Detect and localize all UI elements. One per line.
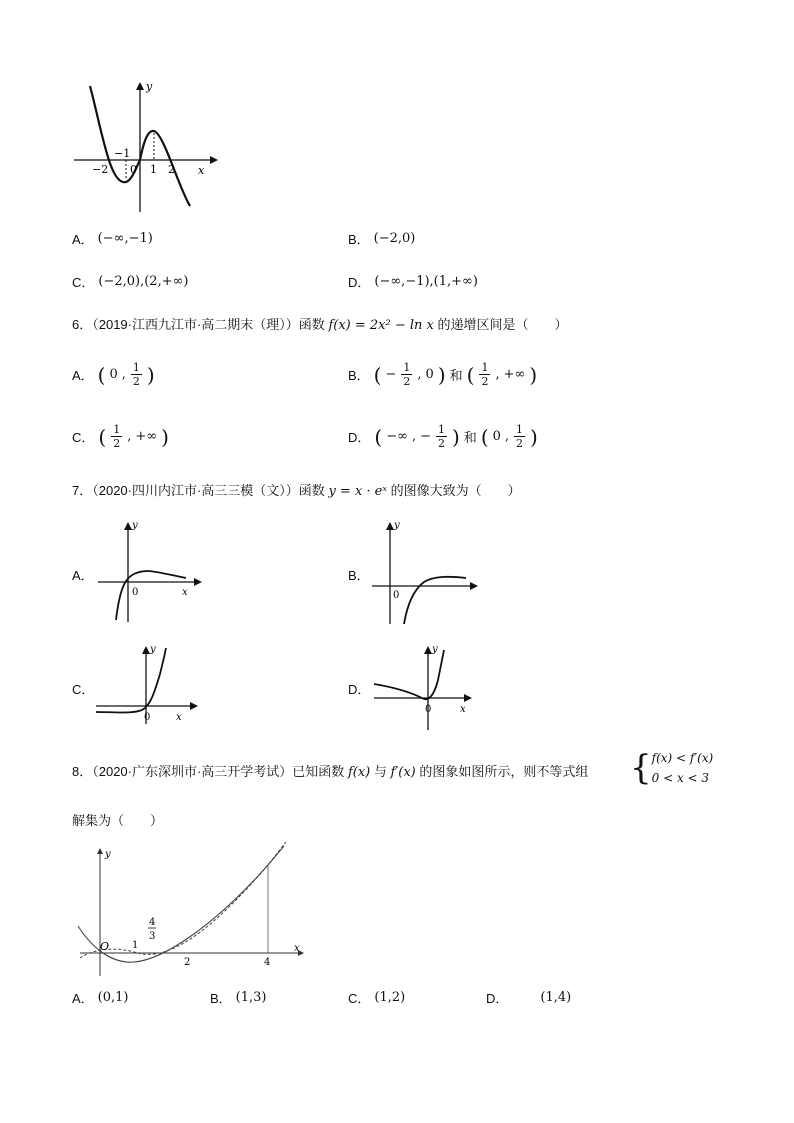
q5-x-label: x xyxy=(198,164,205,177)
q5-graph xyxy=(68,76,218,216)
q5-tick-neg2: −2 xyxy=(92,163,109,176)
svg-text:2: 2 xyxy=(184,957,191,968)
q6-option-d[interactable]: D． ( −∞ , − $\frac{1}{2}$ ) 和 ( 0 , $\frac{1}{2}$ ) xyxy=(348,423,538,450)
q7-option-d-label[interactable]: D． xyxy=(348,682,371,697)
q7-graph-b[interactable] xyxy=(368,516,480,628)
svg-text:O: O xyxy=(100,940,110,953)
svg-text:x: x xyxy=(182,587,188,598)
svg-text:0: 0 xyxy=(144,712,151,723)
q8-option-b[interactable]: B． (1,3) xyxy=(210,990,267,1006)
svg-text:4: 4 xyxy=(264,957,271,968)
q5-option-c[interactable]: C． (−2,0),(2,+∞) xyxy=(72,274,189,290)
q6-option-a[interactable]: A． ( 0 , $\frac{1}{2}$ ) xyxy=(72,361,155,388)
q7-graph-a[interactable] xyxy=(94,516,204,626)
svg-text:0: 0 xyxy=(132,587,139,598)
q6-option-b[interactable]: B． ( − $\frac{1}{2}$ , 0 ) 和 ( $\frac{1}{2}$ , +∞ ) xyxy=(348,361,538,388)
q8-option-c[interactable]: C． (1,2) xyxy=(348,990,406,1006)
q5-tick-one: 1 xyxy=(150,163,157,176)
svg-text:y: y xyxy=(132,520,138,531)
svg-text:y: y xyxy=(105,849,111,860)
q6-stem: 6．（2019·江西九江市·高二期末（理））函数 f(x) = 2x² − ln x 的递增区间是（ ） xyxy=(72,317,568,333)
frac-half: $\frac{1}{2}$ xyxy=(481,361,489,388)
svg-text:3: 3 xyxy=(149,931,156,942)
svg-text:0: 0 xyxy=(393,590,400,601)
q5-y-label: y xyxy=(146,80,153,93)
frac-half: $\frac{1}{2}$ xyxy=(403,361,411,388)
svg-text:y: y xyxy=(150,644,156,655)
svg-text:4: 4 xyxy=(149,917,156,928)
q8-option-a[interactable]: A． (0,1) xyxy=(72,990,129,1006)
q5-tick-two: 2 xyxy=(168,163,175,176)
q8-option-d[interactable]: D． (1,4) xyxy=(486,990,572,1006)
q5-tick-zero: 0 xyxy=(130,163,137,176)
svg-text:0: 0 xyxy=(425,704,432,715)
q7-graph-c[interactable] xyxy=(94,640,204,726)
q6-option-c[interactable]: C． ( $\frac{1}{2}$ , +∞ ) xyxy=(72,423,169,450)
q5-option-b[interactable]: B． (−2,0) xyxy=(348,231,416,247)
q8-line2: 解集为（ ） xyxy=(72,813,164,828)
q5-option-a[interactable]: A． (−∞,−1) xyxy=(72,231,153,247)
frac-half: $\frac{1}{2}$ xyxy=(132,361,140,388)
q7-option-b-label[interactable]: B． xyxy=(348,568,370,583)
q7-graph-d[interactable] xyxy=(372,640,476,732)
svg-text:1: 1 xyxy=(132,940,139,951)
svg-text:y: y xyxy=(432,644,438,655)
q7-option-c-label[interactable]: C． xyxy=(72,682,95,697)
frac-half: $\frac{1}{2}$ xyxy=(113,423,121,450)
q5-option-d[interactable]: D． (−∞,−1),(1,+∞) xyxy=(348,274,478,290)
q8-system: { f(x) < f′(x) 0 < x < 3 xyxy=(630,748,714,788)
q5-tick-neg1: −1 xyxy=(114,147,131,160)
q8-stem: 8．（2020·广东深圳市·高三开学考试）已知函数 f(x) 与 f′(x) 的图象如图所示，则不等式组 xyxy=(72,764,589,780)
frac-half: $\frac{1}{2}$ xyxy=(437,423,445,450)
q6-formula: f(x) = 2x² − ln x xyxy=(328,318,434,333)
q7-option-a-label[interactable]: A． xyxy=(72,568,94,583)
svg-text:y: y xyxy=(394,520,400,531)
svg-text:x: x xyxy=(176,712,182,723)
q8-graph xyxy=(72,840,312,980)
frac-half: $\frac{1}{2}$ xyxy=(516,423,524,450)
svg-text:x: x xyxy=(460,704,466,715)
svg-text:x: x xyxy=(294,943,300,954)
q7-formula: y = x · eˣ xyxy=(328,484,387,499)
q7-stem: 7．（2020·四川内江市·高三三模（文））函数 y = x · eˣ 的图像大致为（ ） xyxy=(72,483,521,499)
